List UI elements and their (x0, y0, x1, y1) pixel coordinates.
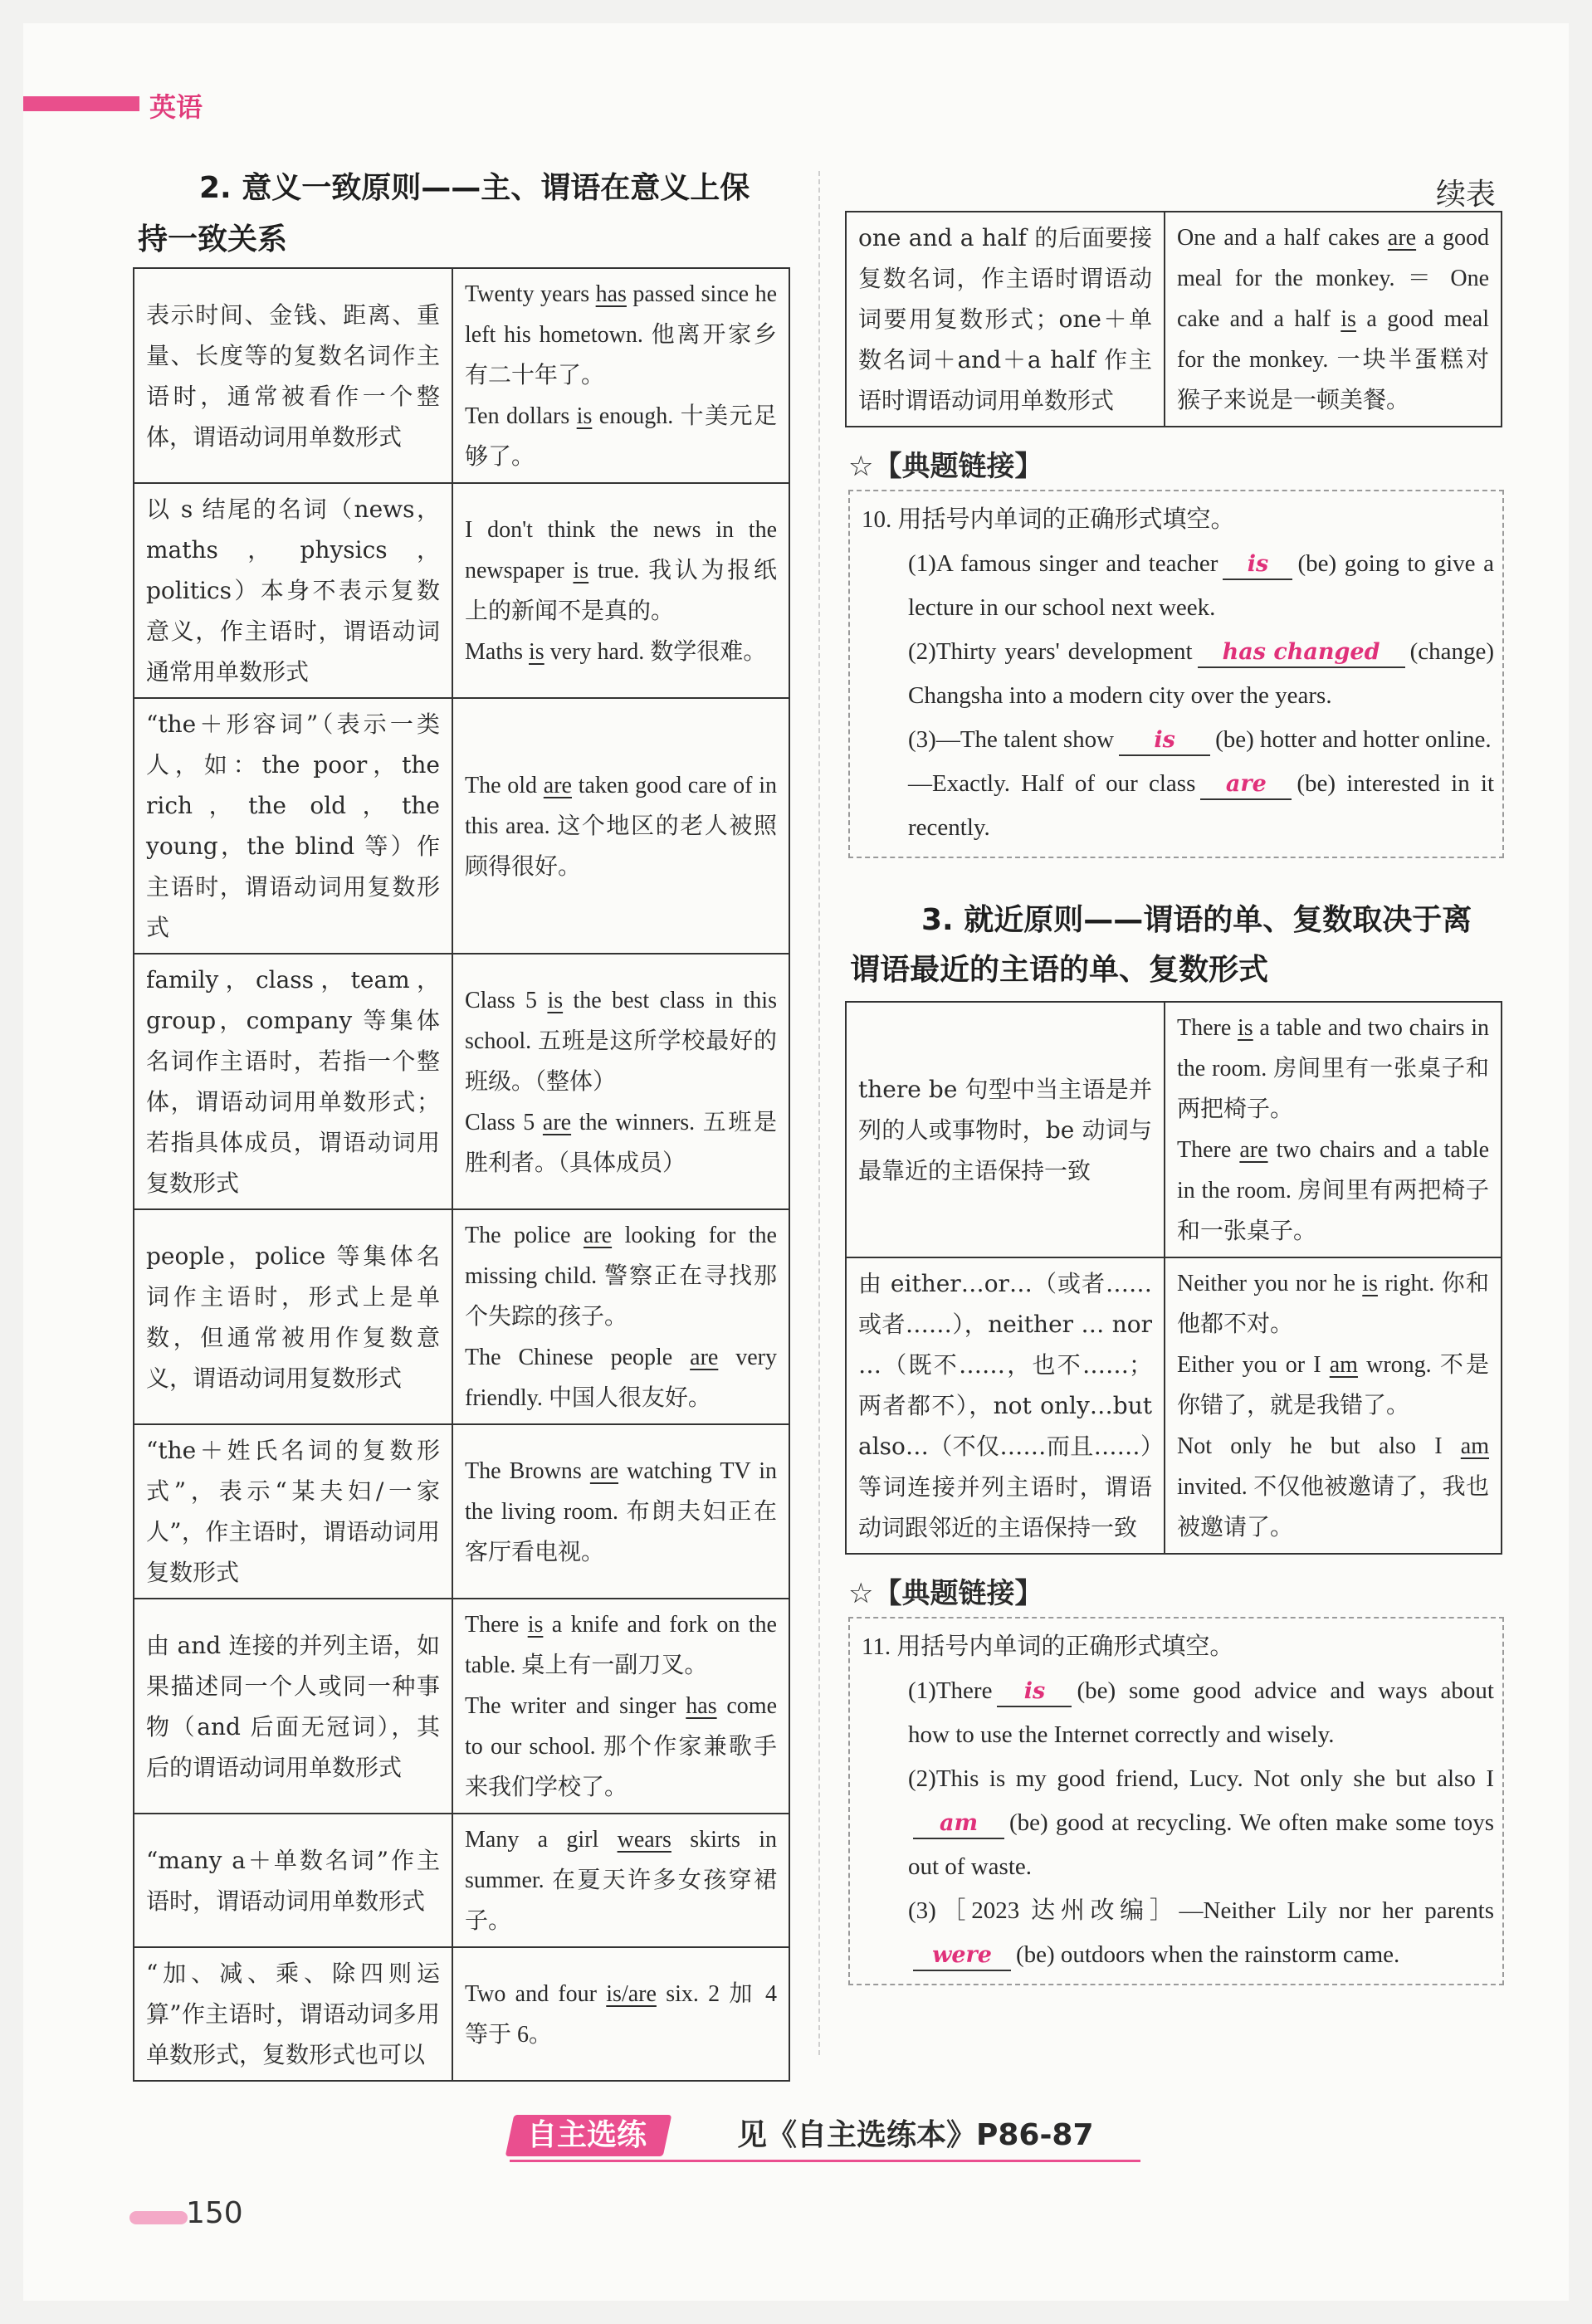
rule-cell: 由 and 连接的并列主语，如果描述同一个人或同一种事物（and 后面无冠词），其后的谓语动词用单数形式 (134, 1599, 452, 1814)
item-text-after: (be) interested in it recently. (908, 770, 1494, 841)
question-item (862, 1757, 1494, 1889)
question-item (862, 1669, 1494, 1757)
footer-underline (510, 2160, 1140, 2162)
item-text-before: —Exactly. Half of our class (908, 770, 1196, 797)
question-item (862, 542, 1494, 630)
section2-title-line2: 持一致关系 (138, 222, 288, 256)
page-number-bar (129, 2211, 188, 2224)
section2-title-line1: 2. 意义一致原则——主、谓语在意义上保 (199, 171, 750, 205)
question-items (862, 542, 1494, 850)
answer-blank[interactable]: is (1223, 550, 1292, 580)
rule-cell: family，class，team，group，company 等集体名词作主语时，若指一个整体，谓语动词用单数形式；若指具体成员，谓语动词用复数形式 (134, 954, 452, 1209)
item-text-before: A famous singer and teacher (935, 550, 1218, 577)
example-cell: Many a girl wears skirts in summer. 在夏天许多女孩穿裙子。 (452, 1814, 789, 1947)
rule-cell: 表示时间、金钱、距离、重量、长度等的复数名词作主语时，通常被看作一个整体，谓语动词用单数形式 (134, 268, 452, 483)
link1-question-box (848, 490, 1504, 858)
item-number: (2) (908, 1765, 936, 1792)
question-items (862, 1669, 1494, 1977)
rule-cell: “the＋姓氏名词的复数形式”，表示“某夫妇/一家人”，作主语时，谓语动词用复数形式 (134, 1424, 452, 1599)
table-row (846, 212, 1502, 427)
rule-cell: 以 s 结尾的名词（news，maths，physics，politics）本身不表示复数意义，作主语时，谓语动词通常用单数形式 (134, 483, 452, 698)
item-text-after: (be) good at recycling. We often make some toys out of waste. (908, 1809, 1494, 1880)
item-text-before: This is my good friend, Lucy. Not only she but also I (935, 1765, 1494, 1792)
item-text-before: Thirty years' development (935, 638, 1193, 665)
rule-cell: there be 句型中当主语是并列的人或事物时，be 动词与最靠近的主语保持一致 (846, 1002, 1165, 1257)
table-row (134, 1424, 789, 1599)
answer-blank[interactable]: is (1119, 726, 1210, 756)
column-divider (818, 171, 820, 2055)
item-number: (2) (908, 638, 936, 665)
rule-cell: 由 either…or…（或者……或者……），neither … nor …（既不……，也不……；两者都不），not only…but also…（不仅……而且……）等词连接并列主语时，谓语动词跟邻近的主语保持一致 (846, 1257, 1165, 1554)
table-row (134, 268, 789, 483)
item-text-after: (be) some good advice and ways about how to use the Internet correctly and wisely. (908, 1677, 1494, 1748)
subject-bar (23, 96, 139, 111)
item-text-after: (change) Changsha into a modern city over the years. (908, 638, 1494, 709)
link1-heading (848, 443, 1043, 484)
table-row (134, 1947, 789, 2081)
footer-tag: 自主选练 (526, 2118, 647, 2152)
example-cell: I don't think the news in the newspaper is true. 我认为报纸上的新闻不是真的。 Maths is very hard. 数学很难。 (452, 483, 789, 698)
example-cell: One and a half cakes are a good meal for the monkey. ＝ One cake and a half is a good meal for the monkey. 一块半蛋糕对猴子来说是一顿美餐。 (1165, 212, 1502, 427)
rule-cell: one and a half 的后面要接复数名词，作主语时谓语动词要用复数形式；one＋单数名词＋and＋a half 作主语时谓语动词用单数形式 (846, 212, 1165, 427)
question-stem: 11. 用括号内单词的正确形式填空。 (862, 1633, 1234, 1660)
example-cell: The police are looking for the missing child. 警察正在寻找那个失踪的孩子。 The Chinese people are very friendly. 中国人很友好。 (452, 1209, 789, 1424)
item-text-after: (be) going to give a lecture in our school next week. (908, 550, 1494, 621)
rule-cell: “many a＋单数名词”作主语时，谓语动词用单数形式 (134, 1814, 452, 1947)
question-item (862, 630, 1494, 718)
example-cell: There is a table and two chairs in the room. 房间里有一张桌子和两把椅子。 There are two chairs and a table in the room. 房间里有两把椅子和一张桌子。 (1165, 1002, 1502, 1257)
answer-blank[interactable]: were (913, 1941, 1011, 1971)
star-icon: ☆ (848, 1577, 874, 1610)
table-row (134, 483, 789, 698)
table-row (134, 698, 789, 954)
example-cell: Neither you nor he is right. 你和他都不对。 Either you or I am wrong. 不是你错了，就是我错了。 Not only he but also I am invited. 不仅他被邀请了，我也被邀请了。 (1165, 1257, 1502, 1554)
item-number: (1) (908, 1677, 936, 1704)
footer-reference[interactable]: 见《自主选练本》P86-87 (737, 2118, 1094, 2152)
rule-cell: “the＋形容词”（表示一类人，如：the poor，the rich，the old，the young，the blind 等）作主语时，谓语动词用复数形式 (134, 698, 452, 954)
example-cell: Twenty years has passed since he left his hometown. 他离开家乡有二十年了。 Ten dollars is enough. 十美元足够了。 (452, 268, 789, 483)
answer-blank[interactable]: has changed (1198, 638, 1405, 668)
table-row (846, 1257, 1502, 1554)
example-cell: The old are taken good care of in this area. 这个地区的老人被照顾得很好。 (452, 698, 789, 954)
link2-heading (848, 1570, 1043, 1611)
answer-blank[interactable]: am (913, 1809, 1004, 1839)
section2-table (133, 267, 790, 2082)
link1-heading-text: 【典题链接】 (873, 450, 1043, 483)
rule-cell: people，police 等集体名词作主语时，形式上是单数，但通常被用作复数意义，谓语动词用复数形式 (134, 1209, 452, 1424)
example-cell: Class 5 is the best class in this school. 五班是这所学校最好的班级。（整体） Class 5 are the winners. 五班是胜利者。（具体成员） (452, 954, 789, 1209)
page (23, 23, 1569, 2301)
link2-question-box (848, 1617, 1504, 1985)
example-cell: There is a knife and fork on the table. 桌上有一副刀叉。 The writer and singer has come to our school. 那个作家兼歌手来我们学校了。 (452, 1599, 789, 1814)
subject-label: 英语 (149, 91, 203, 123)
question-item (862, 1889, 1494, 1977)
section3-title-line1: 3. 就近原则——谓语的单、复数取决于离 (921, 903, 1472, 937)
question-item (862, 762, 1494, 850)
question-stem: 10. 用括号内单词的正确形式填空。 (862, 506, 1235, 533)
rule-cell: “加、减、乘、除四则运算”作主语时，谓语动词多用单数形式，复数形式也可以 (134, 1947, 452, 2081)
table-row (134, 954, 789, 1209)
question-item (862, 718, 1494, 762)
table-row (134, 1814, 789, 1947)
example-cell: The Browns are watching TV in the living room. 布朗夫妇正在客厅看电视。 (452, 1424, 789, 1599)
link2-heading-text: 【典题链接】 (873, 1577, 1043, 1610)
item-text-after: (be) hotter and hotter online. (1215, 726, 1492, 753)
item-text-before: ［2023 达州改编］—Neither Lily nor her parents (935, 1897, 1494, 1924)
star-icon: ☆ (848, 450, 874, 483)
answer-blank[interactable]: is (997, 1677, 1072, 1707)
table-row (846, 1002, 1502, 1257)
table-row (134, 1209, 789, 1424)
item-text-before: —The talent show (935, 726, 1115, 753)
section3-title-line2: 谓语最近的主语的单、复数形式 (850, 953, 1269, 987)
item-number: (3) (908, 1897, 936, 1924)
continued-label: 续表 (1436, 178, 1497, 212)
item-text-after: (be) outdoors when the rainstorm came. (1016, 1941, 1400, 1968)
table-row (134, 1599, 789, 1814)
item-number: (3) (908, 726, 936, 753)
continued-table (845, 211, 1502, 427)
section3-table (845, 1001, 1502, 1555)
item-text-before: There (935, 1677, 993, 1704)
example-cell: Two and four is/are six. 2 加 4 等于 6。 (452, 1947, 789, 2081)
answer-blank[interactable]: are (1200, 770, 1292, 800)
page-number: 150 (186, 2196, 243, 2230)
item-number: (1) (908, 550, 936, 577)
